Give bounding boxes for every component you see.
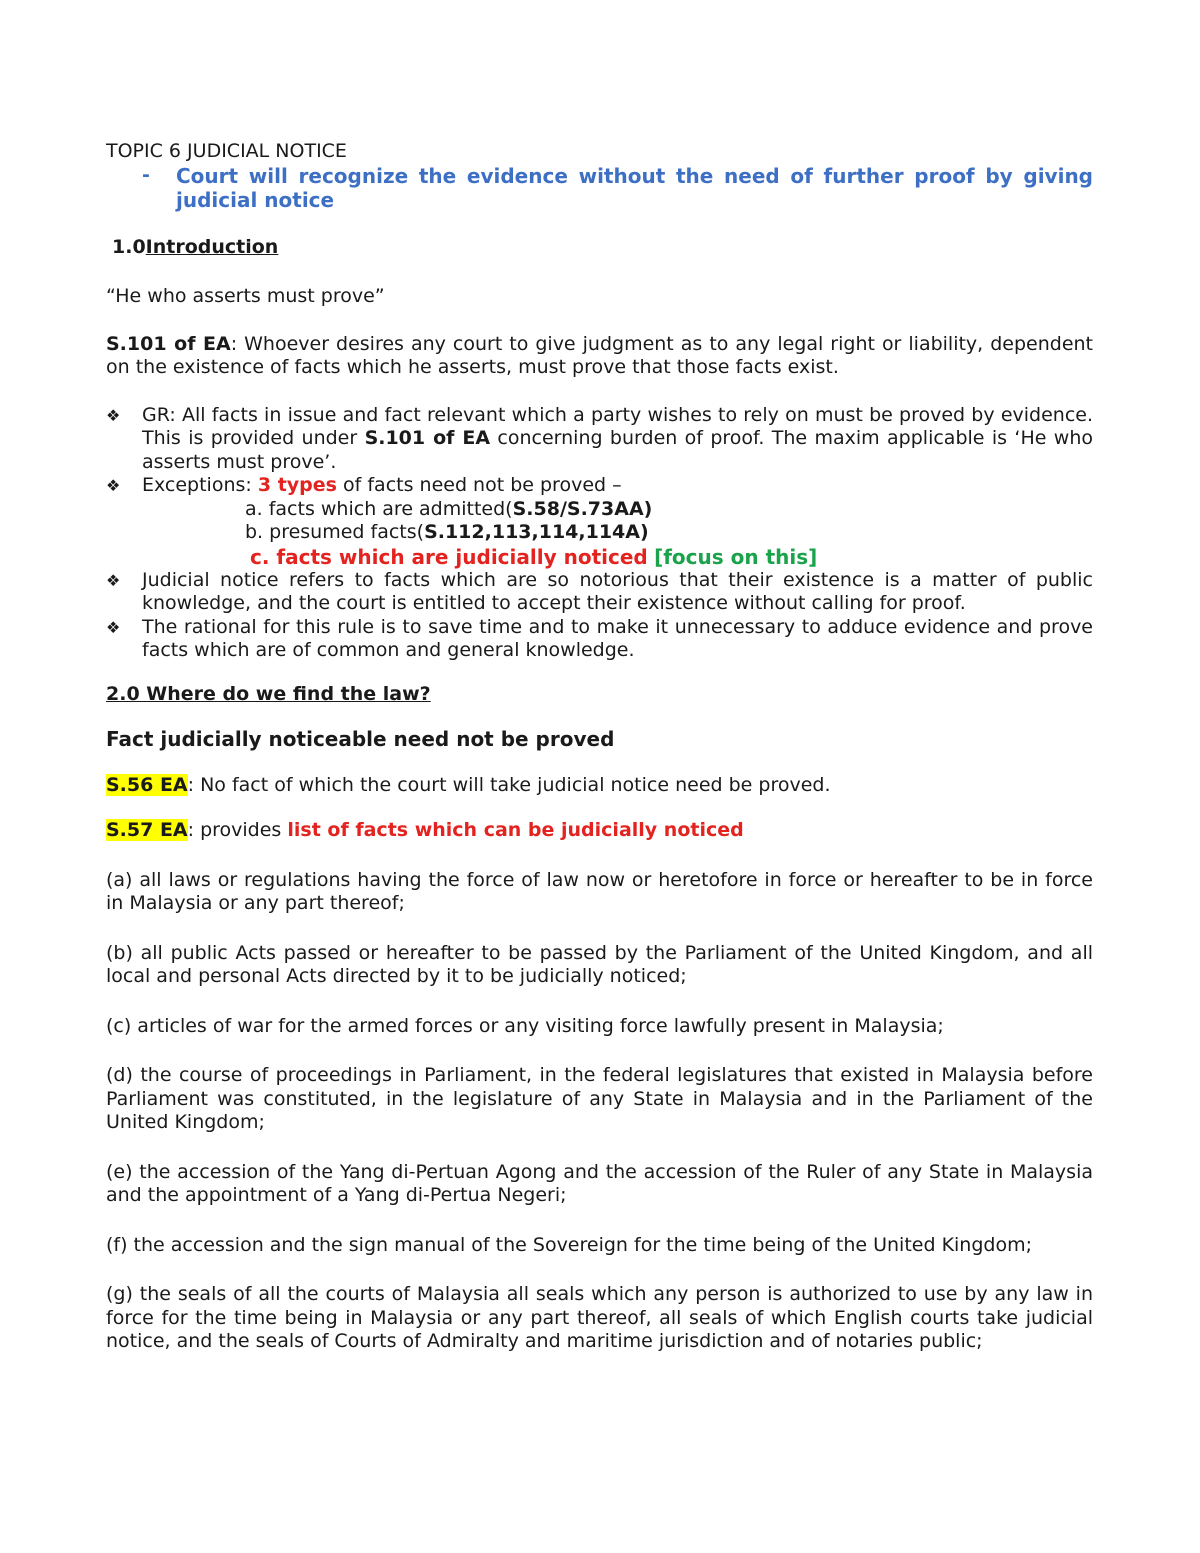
bullet-exceptions-text — [142, 474, 1093, 498]
section-2-heading: 2.0 Where do we find the law? — [106, 682, 431, 705]
diamond-bullet-icon: ❖ — [106, 405, 121, 425]
s101-text: : Whoever desires any court to give judgment as to any legal right or liability, dependent on the existence of facts which he asserts, must prove that those facts exist. — [106, 332, 1094, 378]
topic-title: TOPIC 6 JUDICIAL NOTICE — [106, 140, 347, 162]
s57-ref: S.57 EA — [106, 819, 188, 841]
list-item-a: (a) all laws or regulations having the force of law now or heretofore in force or hereafter to be in force in Malaysia or any part thereof; — [106, 868, 1093, 914]
gr-ref: S.101 of EA — [364, 427, 491, 449]
section-1-label: Introduction — [145, 235, 279, 258]
exceptions-count: 3 types — [257, 474, 337, 496]
focus-note: [focus on this] — [654, 544, 818, 569]
section-1-heading — [106, 236, 1093, 260]
exception-c-label: c. — [250, 544, 270, 569]
document-body — [106, 140, 1093, 1354]
exceptions-label: Exceptions: — [142, 474, 258, 496]
bullet-exceptions — [106, 474, 1093, 498]
maxim-quote: “He who asserts must prove” — [106, 285, 385, 307]
exception-c — [106, 545, 1093, 569]
section-1-number: 1.0 — [112, 235, 146, 258]
list-item-c: (c) articles of war for the armed forces or any visiting force lawfully present in Malaysia; — [106, 1014, 944, 1037]
list-item-e: (e) the accession of the Yang di-Pertuan Agong and the accession of the Ruler of any State in Malaysia and the appointment of a Yang di-Pertua Negeri; — [106, 1160, 1093, 1206]
bullet-definition-text: Judicial notice refers to facts which are so notorious that their existence is a matter of public knowledge, and the court is entitled to accept their existence without calling for proof. — [142, 568, 1093, 614]
s101-paragraph — [106, 333, 1093, 380]
bullet-rationale-text: The rational for this rule is to save time and to make it unnecessary to adduce evidence and prove facts which are of common and general knowledge. — [142, 615, 1093, 661]
diamond-bullet-icon: ❖ — [106, 570, 121, 590]
s56-paragraph — [106, 774, 1093, 798]
bullet-rationale — [106, 616, 1093, 663]
exception-b — [106, 521, 1093, 545]
list-item-d: (d) the course of proceedings in Parliament, in the federal legislatures that existed in Malaysia before Parliament was constituted, in the legislature of any State in Malaysia and in the Parliament of the United Kingdom; — [106, 1064, 1093, 1133]
diamond-bullet-icon: ❖ — [106, 617, 121, 637]
subheading: Fact judicially noticeable need not be proved — [106, 727, 615, 751]
exception-b-text: b. presumed facts( — [245, 521, 425, 543]
bullet-general-rule-text — [142, 404, 1093, 475]
intro-point-text: Court will recognize the evidence without the need of further proof by giving judicial notice — [176, 163, 1093, 212]
bullet-general-rule — [106, 404, 1093, 475]
s57-paragraph — [106, 819, 1093, 843]
s57-text: : provides — [187, 819, 288, 841]
exception-a-text: a. facts which are admitted( — [245, 497, 513, 520]
exceptions-text: of facts need not be proved – — [336, 474, 622, 496]
s57-emph: list of facts which can be judicially noticed — [287, 819, 744, 841]
gr-text-a: GR: All facts in issue and fact relevant which a party wishes to rely on must be proved by evidence. This is provided under — [142, 403, 1093, 449]
list-item-b: (b) all public Acts passed or hereafter to be passed by the Parliament of the United Kingdom, and all local and personal Acts directed by it to be judicially noticed; — [106, 941, 1093, 987]
exception-a — [106, 498, 1093, 522]
s56-ref: S.56 EA — [106, 773, 188, 796]
s56-text: : No fact of which the court will take judicial notice need be proved. — [187, 773, 831, 796]
intro-point — [106, 164, 1093, 212]
exception-c-text: facts which are judicially noticed — [269, 544, 648, 569]
diamond-bullet-icon: ❖ — [106, 476, 121, 495]
exception-b-ref: S.112,113,114,114A) — [424, 521, 649, 543]
exception-a-ref: S.58/S.73AA) — [512, 497, 653, 520]
gr-text-b: concerning burden of proof. The maxim applicable is ‘He who asserts must prove’. — [142, 427, 1094, 473]
list-item-g: (g) the seals of all the courts of Malaysia all seals which any person is authorized to use by any law in force for the time being in Malaysia or any part thereof, all seals of which English courts take judicial notice, and the seals of Courts of Admiralty and maritime jurisdiction and of notaries public; — [106, 1283, 1093, 1352]
bullet-definition — [106, 569, 1093, 616]
list-item-f: (f) the accession and the sign manual of the Sovereign for the time being of the United Kingdom; — [106, 1233, 1032, 1256]
s101-ref: S.101 of EA — [106, 332, 231, 355]
dash-marker: - — [142, 163, 150, 186]
